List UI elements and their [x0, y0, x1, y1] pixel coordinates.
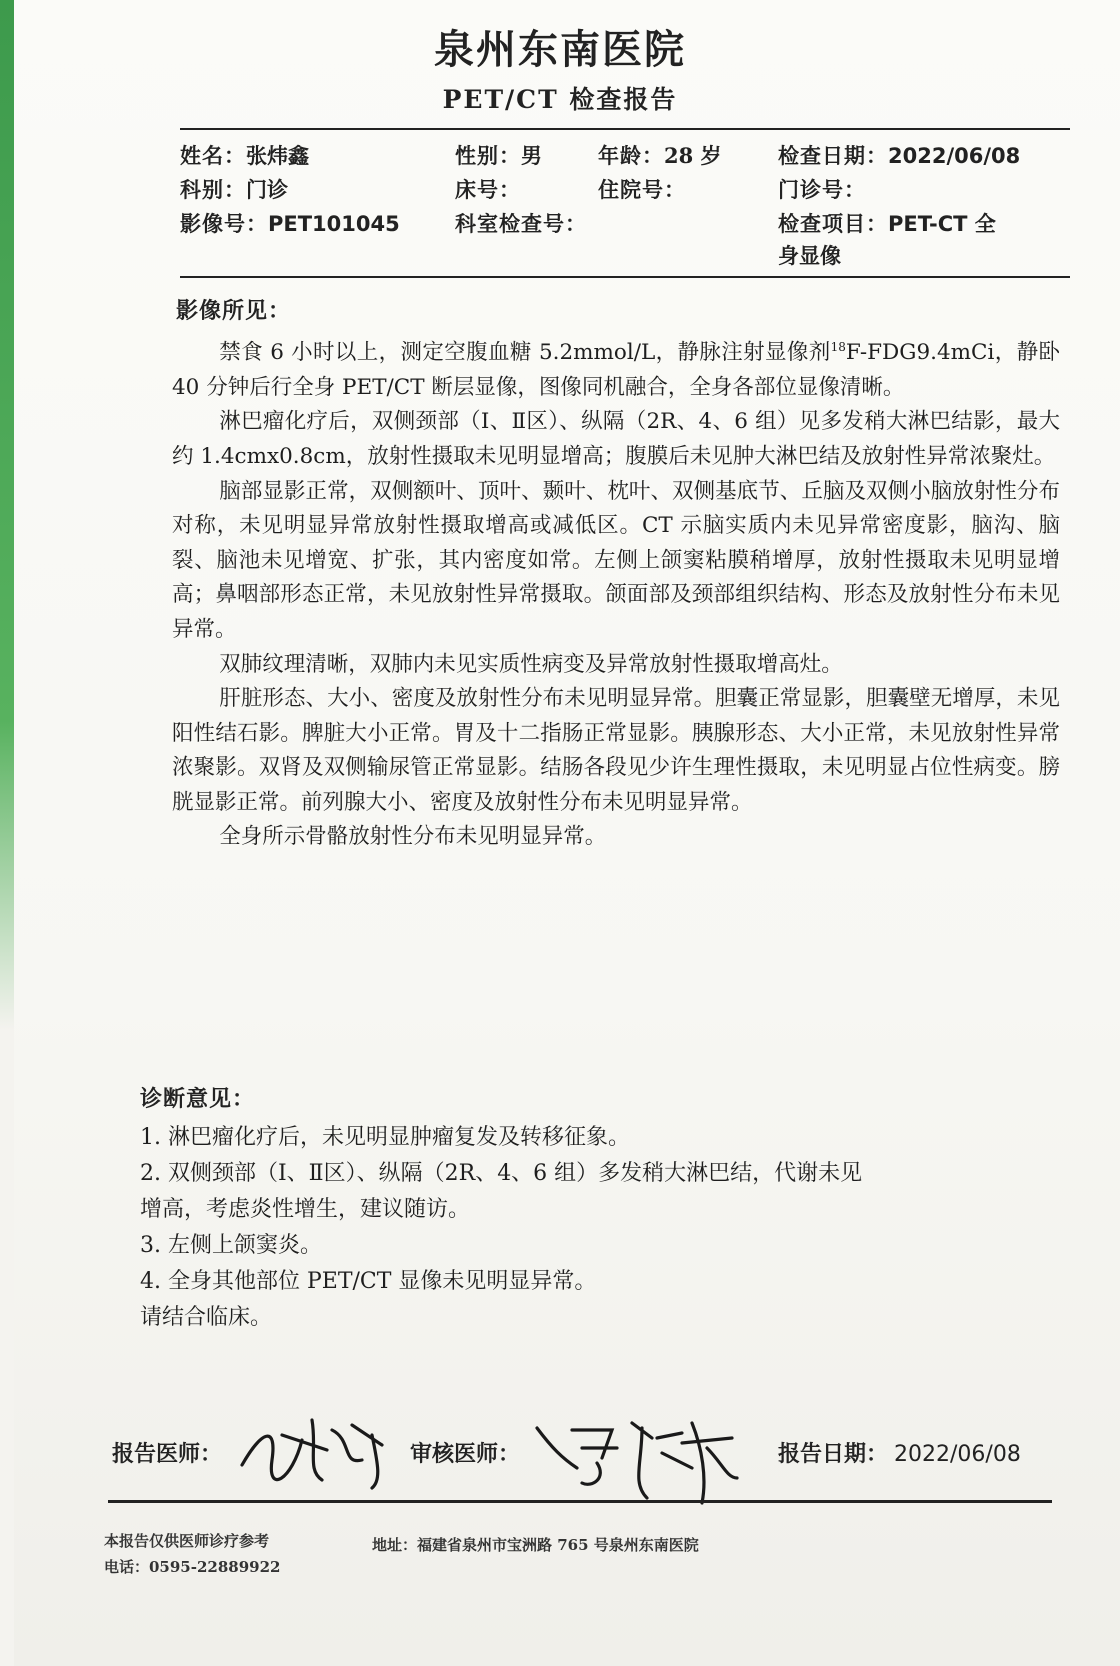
footer-phone: 电话：0595-22889922 — [104, 1558, 281, 1576]
image-no-value: PET101045 — [268, 212, 400, 236]
diagnosis-list — [140, 1120, 1060, 1336]
diagnosis-item-4: 4. 全身其他部位 PET/CT 显像未见明显异常。 — [140, 1269, 597, 1294]
hospital-name: 泉州东南医院 — [434, 26, 686, 73]
bed-label: 床号： — [455, 177, 521, 202]
reviewer-label: 审核医师： — [410, 1441, 521, 1467]
diagnosis-closing: 请结合临床。 — [140, 1305, 273, 1330]
exam-item-line2-field — [778, 240, 841, 270]
exam-item-field — [778, 208, 996, 238]
patient-sex-label: 性别： — [455, 143, 521, 168]
patient-sex-field — [455, 140, 542, 170]
findings-paragraph-bone: 全身所示骨骼放射性分布未见明显异常。 — [219, 824, 607, 850]
dept-field — [180, 174, 288, 204]
report-title: PET/CT 检查报告 — [442, 85, 678, 114]
footer-divider — [108, 1500, 1052, 1503]
reviewer-signature — [532, 1408, 742, 1508]
reporter-label: 报告医师： — [112, 1441, 223, 1467]
exam-item-value-line1: PET-CT 全 — [888, 212, 996, 236]
footer-address: 地址：福建省泉州市宝洲路 765 号泉州东南医院 — [372, 1536, 699, 1554]
outpatient-field — [778, 174, 866, 204]
report-date-value: 2022/06/08 — [894, 1442, 1021, 1467]
footer-note: 本报告仅供医师诊疗参考 — [104, 1532, 270, 1550]
image-no-label: 影像号： — [180, 211, 268, 236]
findings-paragraph-fasting — [172, 330, 1060, 405]
admission-label: 住院号： — [598, 177, 686, 202]
findings-paragraph-brain: 脑部显影正常，双侧额叶、顶叶、颞叶、枕叶、双侧基底节、丘脑及双侧小脑放射性分布对称，未见明显异常放射性摄取增高或减低区。CT 示脑实质内未见异常密度影，脑沟、脑裂、脑池未见增宽、扩张，其内密度如常。左侧上颌窦粘膜稍增厚，放射性摄取未见明显增高；鼻咽部形态正常，未见放射性异常摄取。颌面部及颈部组织结构、形态及放射性分布未见异常。 — [172, 478, 1060, 642]
header-divider-bottom — [180, 276, 1070, 278]
findings-body — [172, 330, 1060, 855]
findings-paragraph-lymph: 淋巴瘤化疗后，双侧颈部（Ⅰ、Ⅱ区）、纵隔（2R、4、6 组）见多发稍大淋巴结影，最大约 1.4cmx0.8cm，放射性摄取未见明显增高；腹膜后未见肿大淋巴结及放射性异常浓聚灶。 — [172, 409, 1060, 469]
dept-value: 门诊 — [246, 177, 288, 202]
admission-field — [598, 174, 686, 204]
findings-paragraph-lung: 双肺纹理清晰，双肺内未见实质性病变及异常放射性摄取增高灶。 — [219, 651, 843, 677]
scan-green-edge — [0, 0, 14, 1030]
patient-sex-value: 男 — [521, 143, 542, 168]
image-no-field — [180, 208, 400, 238]
bed-field — [455, 174, 521, 204]
findings-heading: 影像所见： — [176, 298, 292, 324]
patient-name-field — [180, 140, 309, 170]
dept-exam-label: 科室检查号： — [455, 211, 587, 236]
patient-age-label: 年龄： — [598, 143, 664, 168]
outpatient-label: 门诊号： — [778, 177, 866, 202]
findings-p1-a: 禁食 6 小时以上，测定空腹血糖 5.2mmol/L，静脉注射显像剂 — [219, 340, 831, 366]
report-date-label: 报告日期： — [778, 1441, 889, 1467]
diagnosis-item-2a: 2. 双侧颈部（Ⅰ、Ⅱ区）、纵隔（2R、4、6 组）多发稍大淋巴结，代谢未见 — [140, 1161, 863, 1186]
findings-p1-b: F-FDG9.4mCi，静卧 40 分钟后行全身 PET/CT 断层显像，图像同机融合，全身各部位显像清晰。 — [172, 340, 1060, 400]
patient-age-value: 28 岁 — [664, 143, 722, 168]
exam-date-value: 2022/06/08 — [888, 144, 1021, 168]
diagnosis-item-1: 1. 淋巴瘤化疗后，未见明显肿瘤复发及转移征象。 — [140, 1125, 630, 1150]
diagnosis-item-3: 3. 左侧上颌窦炎。 — [140, 1233, 322, 1258]
header-divider-top — [180, 128, 1070, 130]
dept-exam-field — [455, 208, 587, 238]
report-date-field — [778, 1437, 1021, 1468]
patient-name-label: 姓名： — [180, 143, 246, 168]
patient-age-field — [598, 140, 722, 170]
dept-label: 科别： — [180, 177, 246, 202]
isotope-superscript: 18 — [830, 340, 846, 354]
exam-item-value-line2: 身显像 — [778, 243, 841, 268]
exam-item-label: 检查项目： — [778, 211, 888, 236]
exam-date-field — [778, 140, 1020, 170]
findings-paragraph-abdomen: 肝脏形态、大小、密度及放射性分布未见明显异常。胆囊正常显影，胆囊壁无增厚，未见阳性结石影。脾脏大小正常。胃及十二指肠正常显影。胰腺形态、大小正常，未见放射性异常浓聚影。双肾及双侧输尿管正常显影。结肠各段见少许生理性摄取，未见明显占位性病变。膀胱显影正常。前列腺大小、密度及放射性分布未见明显异常。 — [172, 686, 1060, 815]
patient-name-value: 张炜鑫 — [246, 143, 309, 168]
exam-date-label: 检查日期： — [778, 143, 888, 168]
diagnosis-item-2b: 增高，考虑炎性增生，建议随访。 — [140, 1197, 471, 1222]
diagnosis-heading: 诊断意见： — [140, 1086, 256, 1112]
reporter-signature — [232, 1410, 412, 1490]
